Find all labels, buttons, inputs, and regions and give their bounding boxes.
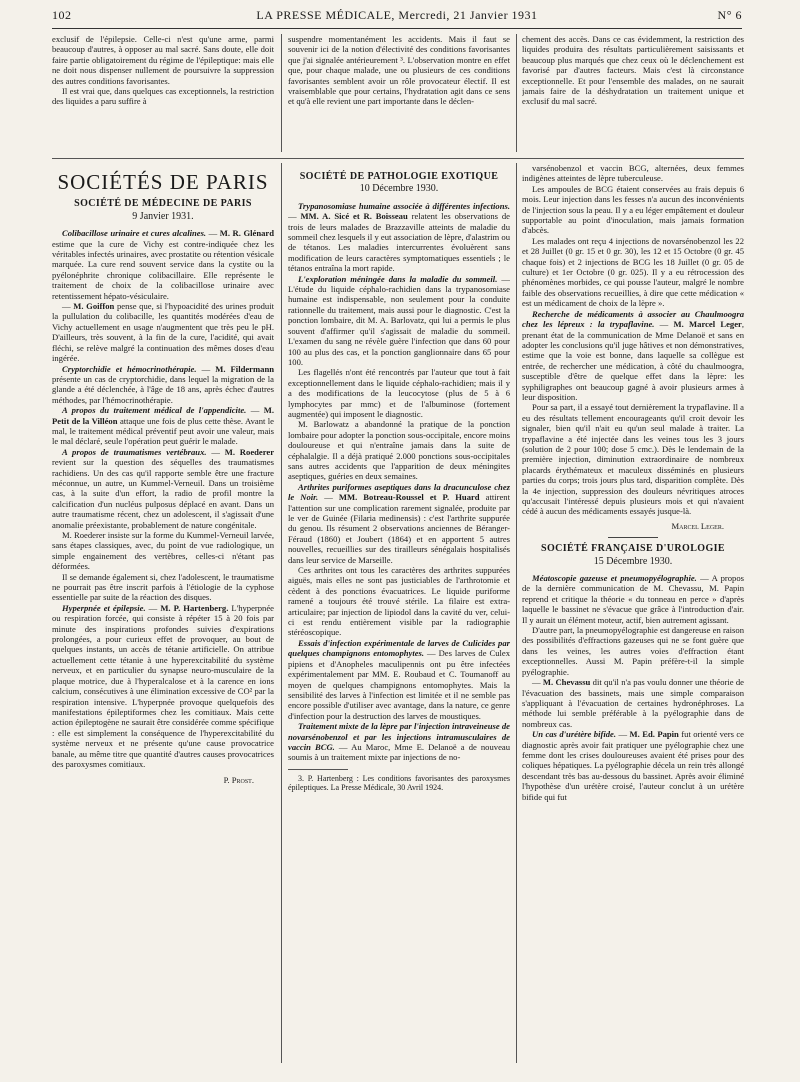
article-paragraph: Un cas d'urétère bifide. — M. Ed. Papin fut orienté vers ce diagnostic après avoir fait pratiquer une pyélographie chez une femme dont les crises douloureuses avaient été prises pour des coliques hépatiques. La pyélographie décela un rein très allongé descendant très bas au-dessous du bassinet. Après avoir éliminé l'hypothèse d'un urétère croisé, l'auteur conclut à un urétère bifide qui fut [522, 729, 744, 802]
article-text: , prenant état de la communication de Mme Delanoë et sans en adopter les conclusions qu'il juge hâtives et non démonstratives, estime que la voie est bonne, dans laquelle sa collègue est entrée, de rechercher une médication, à côté du chaulmoogra, susceptible d'être de quelque effet dans la lèpre: les syphiligraphes ont beaucoup gagné à avoir plusieurs armes à leur disposition. [522, 319, 744, 402]
society-date: 9 Janvier 1931. [132, 210, 194, 222]
journal-title: LA PRESSE MÉDICALE, Mercredi, 21 Janvier 1931 [256, 8, 538, 22]
society-date: 10 Décembre 1930. [359, 183, 439, 195]
issue-number: N° 6 [717, 8, 742, 22]
article-title: Traitement mixte de la lèpre par l'injection intraveineuse de novarsénobenzol et par les injections intramusculaires de vaccin BCG. [288, 721, 510, 752]
article-title: Un cas d'urétère bifide. [532, 729, 616, 740]
article-paragraph [522, 184, 744, 236]
article-author: M. Ed. Papin [629, 729, 679, 740]
article-paragraph: A propos du traitement médical de l'appendicite. — M. Petit de la Villéon attaque une fois de plus cette thèse. Avant le mal, le traitement médical préventif peut avoir une valeur, mais le mal déclaré, seule l'opération peut guérir le malade. [52, 405, 274, 447]
top-col3-para: chement des accès. Dans ce cas évidemment, la restriction des liquides produira des résultats particulièrement saisissants et beaucoup plus marqués que chez ceux où le déclenchement est favorisé par d'autres facteurs. Mais c'est là circonstance exceptionnelle. Et pour l'ensemble des malades, on ne saurait jamais faire de la déshydratation un traitement unique et exclusif du mal sacré. [522, 34, 744, 107]
article-text: présente un cas de cryptorchidie, dans lequel la migration de la glande a été déclenchée, à l'âge de 18 ans, après échec d'autres méthodes, par l'hémocrinothérapie. [52, 373, 274, 405]
article-text: revient sur la question des séquelles des traumatismes rachidiens. Un des cas qu'il rapporte semble être une fracture méconnue, un autre, un Kummel-Verneuil. Dans un troisième cas, à la suite d'un effort, la radio de profil montre la calcification d'un nucléus pulposus déplacé en avant. Dans un autre traumatisme récent, chez un adolescent, il s'agissait d'une anomalie préexistante, probablement de nature congénitale. [52, 457, 274, 530]
article-text: Les ampoules de BCG étaient conservées au frais depuis 6 mois. Leur injection dans les fesses n'a aucun des inconvénients de l'injection sous la peau. Il y a eu léger empâtement et douleur supportable au point d'inoculation, mais jamais formation d'abcès. [522, 183, 744, 236]
article-paragraph: Traitement mixte de la lèpre par l'injection intraveineuse de novarsénobenzol et par les injections intramusculaires de vaccin BCG. — Au Maroc, Mme E. Delanoë a de nouveau soumis à un traitement mixte par injections de no- [288, 721, 510, 763]
section-title: SOCIÉTÉS DE PARIS [57, 170, 269, 194]
article-author: M. Fildermann [215, 363, 274, 374]
footnote: 3. P. Hartenberg : Les conditions favorisantes des paroxysmes épileptiques. La Presse Médicale, 30 Avril 1924. [288, 773, 510, 793]
article-title: Recherche de médicaments à associer au Chaulmoogra chez les lépreux : la trypaflavine. [522, 308, 744, 330]
article-author: M. Petit de la Villéon [52, 405, 274, 426]
top-col1-para: exclusif de l'épilepsie. Celle-ci n'est qu'une arme, parmi beaucoup d'autres, à opposer au mal sacré. Sans doute, elle doit faire partie obligatoirement du régime de l'épileptique: mais elle ne doit nous dispenser nullement de poursuivre la suppression des autres conditions favorisantes. [52, 34, 274, 86]
article-text: Il se demande également si, chez l'adolescent, le traumatisme ne pourrait pas être inscrit parfois à l'étiologie de la cyphose essentielle par suite de la réaction des disques. [52, 571, 274, 603]
article-paragraph [522, 163, 744, 184]
article-text: pense que, si l'hypoacidité des urines produit la pullulation du colibacille, les quantités modérées d'eau de Vichy actuellement en usage n'augmentent que très peu le pH. D'ailleurs, très souvent, à la fin de la cure, l'acidité, qui avait fléchi, se relève malgré la continuation des mêmes doses d'eau ingérée. [52, 301, 274, 364]
article-text: D'autre part, la pneumopyélographie est dangereuse en raison des possibilités d'effractions gazeuses qui ne se font guère que dans les veines, les autres voies d'effraction étant exceptionnelles. Aussi M. Papin préfère-t-il la simple pyélographie. [522, 625, 744, 677]
section-rule [52, 158, 744, 159]
article-title: A propos du traitement médical de l'appendicite. [62, 405, 247, 416]
signature: Marcel Leger. [671, 520, 724, 531]
article-text: dit qu'il n'a pas voulu donner une théorie de l'évacuation des bassinets, mais une simple comparaison s'appliquant à l'évacuation de certaines hydronéphroses. La méthode lui semble préférable à la pyélographie dans de nombreux cas. [522, 677, 744, 729]
article-text: M. Barlowatz a abandonné la pratique de la ponction lombaire pour adopter la ponction sous-occipitale, encore moins douloureuse et qui n'entraîne jamais dans la suite de céphalalgie. Il a déjà pratiqué 2.000 ponctions sous-occipitales sans autres accidents que l'apparition de deux méningites aseptiques, guéries en deux semaines. [288, 419, 510, 482]
article-text: L'étude du liquide céphalo-rachidien dans la trypanosomiase humaine est indispensable, non seulement pour la conduite rationnelle du traitement, mais aussi pour le diagnostic. C'est la ponction lombaire, dit M. A. Barlovatz, qui lui a permis le plus souvent d'affirmer qu'il s'agissait de maladie du sommeil. L'examen du sang ne révèle guère l'infection que dans 60 pour 100 au plus des cas, et la ponction ganglionnaire dans 65 pour 100. [288, 284, 510, 367]
article-paragraph: Recherche de médicaments à associer au Chaulmoogra chez les lépreux : la trypaflavine. — M. Marcel Leger, prenant état de la communication de Mme Delanoë et sans en adopter les conclusions qu'il juge hâtives et non démonstratives, estime que la voie est bonne, dans laquelle sa collègue est entrée, de rechercher une médication, à côté du chaulmoogra, susceptible d'être de quelque effet dans la lèpre: les syphiligraphes ont beaucoup gagné à avoir plusieurs armes à leur disposition. [522, 308, 744, 402]
article-paragraph: Hyperpnée et épilepsie. — M. P. Hartenberg. L'hyperpnée ou respiration forcée, qui consiste à répéter 15 à 20 fois par minute des inspirations profondes suivies d'expirations prolongées, a pour curieux effet de provoquer, au bout de quelques instants, un accès de tétanie artificielle. On attribue actuellement cette tétanie à une hyperexcitabilité du système nerveux, et en particulier du synapse neuro-musculaire de la plaque motrice, due à l'hyperalcalose et à la carence en ions calcium, consécutives à une élimination excessive de CO² par la respiration intensive. L'hyperpnée provoque quelquefois des manifestations épileptiformes chez les comitiaux. Mais cette action épileptogène ne saurait être considérée comme spécifique : elle est simplement la conséquence de l'hyperexcitabilité du système nerveux et ne présente qu'une cause provocatrice banale, au même titre que quantité d'autres causes provocatrices des paroxysmes comitiaux. [52, 602, 274, 769]
society-title: SOCIÉTÉ FRANÇAISE D'UROLOGIE [540, 543, 725, 555]
article-paragraph [288, 565, 510, 638]
article-text: relatent les observations de trois de leurs malades de Brazzaville atteints de maladie du sommeil chez lesquels il y eut association de lèpre, d'alastrim ou de tétanos. Les maladies intercurrentes évoluèrent sans modification de leurs caractères symptomatiques essentiels ; le tétanos entraîna la mort rapide. [288, 211, 510, 274]
right-column [522, 163, 744, 1063]
left-column [52, 163, 274, 1063]
column-divider [281, 163, 282, 1063]
article-paragraph: Essais d'infection expérimentale de larves de Culicides par quelques champignons entomophytes. — Des larves de Culex pipiens et d'Anopheles maculipennis ont pu être infectées expérimentalement par MM. E. Roubaud et C. Toumanoff au moyen de quelques champignons entomophytes. Mais la sensibilité des larves à l'infection est limitée et il ne semble pas encore possible d'utiliser avec avantage, dans la nature, ce genre d'infection pour la destruction des larves de moustiques. [288, 637, 510, 721]
top-column-3 [522, 34, 744, 154]
article-paragraph: A propos de traumatismes vertébraux. — M. Roederer revient sur la question des séquelles des traumatismes rachidiens. Un des cas qu'il rapporte semble être une fracture méconnue, un autre, un Kummel-Verneuil. Dans un troisième cas, à la suite d'un effort, la radio de profil montre la calcification d'un nucléus pulposus déplacé en avant. Dans un autre traumatisme récent, chez un adolescent, il s'agissait d'une anomalie préexistante, probablement de nature congénitale. [52, 446, 274, 530]
society-date: 15 Décembre 1930. [593, 555, 673, 567]
article-title: Essais d'infection expérimentale de larves de Culicides par quelques champignons entomophytes. [288, 637, 510, 659]
article-paragraph [522, 625, 744, 677]
article-author: MM. Botreau-Roussel et P. Huard [338, 492, 480, 503]
column-divider [516, 34, 517, 152]
article-text: attirent l'attention sur une complication rarement signalée, produite par le ver de Guinée (Filaria medinensis) : c'est l'arthrite suppurée du genou. Ils résument 2 observations anciennes de Béranger-Féraud (1860) et Joubert (1864) et en apportent 5 autres nouvelles, recueillies sur des tirailleurs sénégalais hospitalisés dans leur service de Marseille. [288, 492, 510, 565]
article-text: Les flagellés n'ont été rencontrés par l'auteur que tout à fait exceptionnellement dans le liquide céphalo-rachidien; mais il y a des modifications de la leucocytose (plus de 5 à 6 lymphocytes par mmc) et de l'albuminose (fortement augmentée) qui imposent le diagnostic. [288, 367, 510, 419]
footnote-rule [288, 769, 348, 770]
society-title: SOCIÉTÉ DE MÉDECINE DE PARIS [74, 198, 252, 210]
article-author: M. Roederer [224, 446, 274, 457]
column-divider [281, 34, 282, 152]
article-paragraph [52, 572, 274, 603]
article-paragraph: Cryptorchidie et hémocrinothérapie. — M. Fildermann présente un cas de cryptorchidie, dans lequel la migration de la glande a été déclenchée, à l'âge de 18 ans, après échec d'autres méthodes, par l'hémocrinothérapie. [52, 363, 274, 405]
column-divider [516, 163, 517, 1063]
article-title: L'exploration méningée dans la maladie du sommeil. [298, 273, 498, 284]
article-title: Arthrites puriformes aseptiques dans la dracunculose chez le Noir. [288, 481, 510, 503]
article-author: MM. A. Sicé et R. Boisseau [300, 211, 408, 222]
article-title: Colibacillose urinaire et cures alcalines. [62, 228, 207, 239]
article-text: Au Maroc, Mme E. Delanoë a de nouveau soumis à un traitement mixte par injections de no- [288, 741, 510, 763]
article-paragraph [522, 236, 744, 309]
signature: P. Prost. [223, 775, 254, 786]
divider [608, 537, 658, 538]
article-author: M. Chevassu [542, 677, 591, 688]
article-paragraph [288, 367, 510, 419]
article-text: A propos de la dernière communication de M. Chevassu, M. Papin reprend et critique la théorie « du tonneau en perce » d'après laquelle le bassinet ne s'évacue que grâce à l'introduction d'air. Il y aurait un élément moteur, actif, bien autrement agissant. [522, 573, 744, 625]
page-number: 102 [52, 8, 72, 22]
article-text: M. Roederer insiste sur la forme du Kummel-Verneuil larvée, sans étapes classiques, avec, du point de vue radiologique, un simple engainement des vertèbres, celles-ci n'étant pas déformées. [52, 530, 274, 572]
right-items-2 [522, 573, 744, 802]
article-text: Des larves de Culex pipiens et d'Anopheles maculipennis ont pu être infectées expérimentalement par MM. E. Roubaud et C. Toumanoff au moyen de quelques champignons entomophytes. Mais la sensibilité des larves à l'infection est limitée et il ne semble pas encore possible d'utiliser avec avantage, dans la nature, ce genre d'infection pour la destruction des larves de moustiques. [288, 648, 510, 721]
article-paragraph: — M. Chevassu dit qu'il n'a pas voulu donner une théorie de l'évacuation des bassinets, mais une simple comparaison s'appliquant à l'évacuation de certaines hydronéphroses. La méthode lui semble préférable à la pyélographie dans de nombreux cas. [522, 677, 744, 729]
running-head [52, 8, 742, 28]
article-paragraph: Trypanosomiase humaine associée à différentes infections. — MM. A. Sicé et R. Boisseau relatent les observations de trois de leurs malades de Brazzaville atteints de maladie du sommeil chez lesquels il y eut association de lèpre, d'alastrim ou de tétanos. Les maladies intercurrentes évoluèrent sans modification de leurs caractères symptomatiques essentiels ; le tétanos entraîna la mort rapide. [288, 200, 510, 274]
article-text: Ces arthrites ont tous les caractères des arthrites suppurées aiguës, mais elles ne sont pas justiciables de l'arthrotomie et cèdent à des ponctions évacuatrices. Le liquide puriforme ramené a toujours été trouvé stérile. La filaire est extra-articulaire; par injection de lipiodol dans la cavité du ver, celui-ci est rendu entièrement visible par la radiographie stéréoscopique. [288, 565, 510, 638]
header-rule [52, 28, 742, 29]
article-text: estime que la cure de Vichy est contre-indiquée chez les véritables infectés urinaires, avec prostatite ou rétention vésicale marquée. La cure rend souvent service dans la cystite ou la pyélonéphrite chronique colibacillaire. Elle représente le traitement de choix de la colibacillose urinaire avec retentissement hépato-vésiculaire. [52, 238, 274, 301]
society-title: SOCIÉTÉ DE PATHOLOGIE EXOTIQUE [299, 171, 499, 182]
article-text: varsénobenzol et vaccin BCG, alternées, deux femmes indigènes atteintes de lèpre tuberculeuse. [522, 163, 744, 184]
article-paragraph [522, 402, 744, 516]
article-author: M. Goiffon [73, 301, 115, 312]
article-paragraph: Colibacillose urinaire et cures alcalines. — M. R. Glénard estime que la cure de Vichy est contre-indiquée chez les véritables infectés urinaires, avec prostatite ou rétention vésicale marquée. La cure rend souvent service dans la cystite ou la pyélonéphrite chronique colibacillaire. Elle représente le traitement de choix de la colibacillose urinaire avec retentissement hépato-vésiculaire. [52, 228, 274, 301]
article-text: L'hyperpnée ou respiration forcée, qui consiste à répéter 15 à 20 fois par minute des inspirations profondes suivies d'expirations prolongées, a pour curieux effet de provoquer, au bout de quelques instants, un accès de tétanie artificielle. On attribue actuellement cette tétanie à une hyperexcitabilité du système nerveux, et en particulier du synapse neuro-musculaire de la plaque motrice, due à l'hyperalcalose et à la carence en ions calcium, consécutives à une élimination excessive de CO² par la respiration intensive. L'hyperpnée provoque quelquefois des manifestations épileptiformes chez les comitiaux. Mais cette action épileptogène ne saurait être considérée comme spécifique : elle est simplement la conséquence de l'hyperexcitabilité du système nerveux et ne présente qu'une cause provocatrice banale, au même titre que quantité d'autres causes provocatrices des paroxysmes comitiaux. [52, 602, 274, 769]
article-text: fut orienté vers ce diagnostic après avoir fait pratiquer une pyélographie chez une femme dont les crises douloureuses avaient été prises pour des coliques hépatiques. La pyélographie décela un rein très allongé descendant très bas au-dessous du bassinet. Après avoir éliminé l'hypothèse d'un urétère croisé, l'auteur conclut à un urétère bifide qui fut [522, 729, 744, 802]
top-column-2 [288, 34, 510, 154]
top-col2-para: suspendre momentanément les accidents. Mais il faut se souvenir ici de la notion d'électivité des conditions favorisantes que j'ai signalée antérieurement ³. L'observation montre en effet que, pour chaque malade, une ou plusieurs de ces conditions favorisantes semblent avoir un rôle provocateur électif. Il est vraisemblable que pour certains, l'hydratation agit dans ce sens et qu'à elle revient une part importante dans le déclen- [288, 34, 510, 107]
article-paragraph: L'exploration méningée dans la maladie du sommeil. — L'étude du liquide céphalo-rachidien dans la trypanosomiase humaine est indispensable, non seulement pour la conduite rationnelle du traitement, mais aussi pour le diagnostic. C'est la ponction lombaire, dit M. A. Barlovatz, qui lui a permis le plus souvent d'affirmer qu'il s'agissait de maladie du sommeil. L'examen du sang ne révèle guère l'infection que dans 60 pour 100 au plus des cas, et la ponction ganglionnaire dans 65 pour 100. [288, 273, 510, 367]
article-text: Pour sa part, il a essayé tout dernièrement la trypaflavine. Il a eu des résultats tellement encourageants qu'il croit devoir les signaler, bien qu'il n'ait eu qu'un seul malade à traiter. La trypaflavine a été injectée dans les veines tous les 3 jours (solution de 2 pour 100; dose 5 cmc.). Dès le lendemain de la première injection, diminution extraordinaire de nombreux placards érythémateux et maculeux disséminés en plusieurs parties du corps; trois jours plus tard, disparition complète. Dès la 4e injection, suppression des douleurs névritiques atroces qu'accusait l'intéressé depuis plusieurs mois et qui n'avaient cédé à aucun des médicaments essayés jusque-là. [522, 402, 744, 517]
article-title: A propos de traumatismes vertébraux. [62, 446, 207, 457]
article-title: Hyperpnée et épilepsie. [62, 602, 146, 613]
article-paragraph [288, 419, 510, 481]
article-author: M. Marcel Leger [673, 319, 742, 330]
article-paragraph [52, 530, 274, 572]
article-paragraph: Méatoscopie gazeuse et pneumopyélographie. — A propos de la dernière communication de M. Chevassu, M. Papin reprend et critique la théorie « du tonneau en perce » d'après laquelle le bassinet ne s'évacue que grâce à l'introduction d'air. Il y aurait un élément moteur, actif, bien autrement agissant. [522, 573, 744, 625]
article-paragraph: — M. Goiffon pense que, si l'hypoacidité des urines produit la pullulation du colibacille, les quantités modérées d'eau de Vichy actuellement en usage n'augmentent que très peu le pH. D'ailleurs, très souvent, à la fin de la cure, l'acidité, qui avait fléchi, se relève malgré la continuation des mêmes doses d'eau ingérée. [52, 301, 274, 364]
top-column-1 [52, 34, 274, 154]
left-items [52, 228, 274, 769]
article-author: M. R. Glénard [219, 228, 274, 239]
top-col1-para-b: Il est vrai que, dans quelques cas exceptionnels, la restriction des liquides a paru suffire à [52, 86, 274, 107]
article-text: Les malades ont reçu 4 injections de novarsénobenzol les 22 et 28 Juillet (0 gr. 15 et 0 gr. 30), les 12 et 15 Octobre (0 gr. 45 chaque fois) et 2 injections de BCG les 18 Juillet (0 gr. 05 de culture) et 1er Octobre (0 gr. 025). Il y a eu rétrocession des phénomènes morbides, ce qui pousse l'auteur, malgré le nombre faible des observations recueillies, à dire que cette médication « est un médicament de choix de la lèpre ». [522, 235, 744, 309]
article-text: attaque une fois de plus cette thèse. Avant le mal, le traitement médical préventif peut avoir une valeur, mais le mal déclaré, seule l'opération peut guérir le malade. [52, 415, 274, 447]
article-title: Méatoscopie gazeuse et pneumopyélographie. [532, 573, 697, 584]
article-title: Cryptorchidie et hémocrinothérapie. [62, 363, 197, 374]
middle-column [288, 168, 510, 1063]
article-paragraph: Arthrites puriformes aseptiques dans la dracunculose chez le Noir. — MM. Botreau-Roussel et P. Huard attirent l'attention sur une complication rarement signalée, produite par le ver de Guinée (Filaria medinensis) : c'est l'arthrite suppurée du genou. Ils résument 2 observations anciennes de Béranger-Féraud (1860) et Joubert (1864) et en apportent 5 autres nouvelles, recueillies sur des tirailleurs sénégalais hospitalisés dans leur service de Marseille. [288, 481, 510, 565]
middle-items [288, 201, 510, 763]
article-author: M. P. Hartenberg. [160, 602, 229, 613]
right-items [522, 163, 744, 517]
article-title: Trypanosomiase humaine associée à différentes infections. [298, 200, 510, 211]
